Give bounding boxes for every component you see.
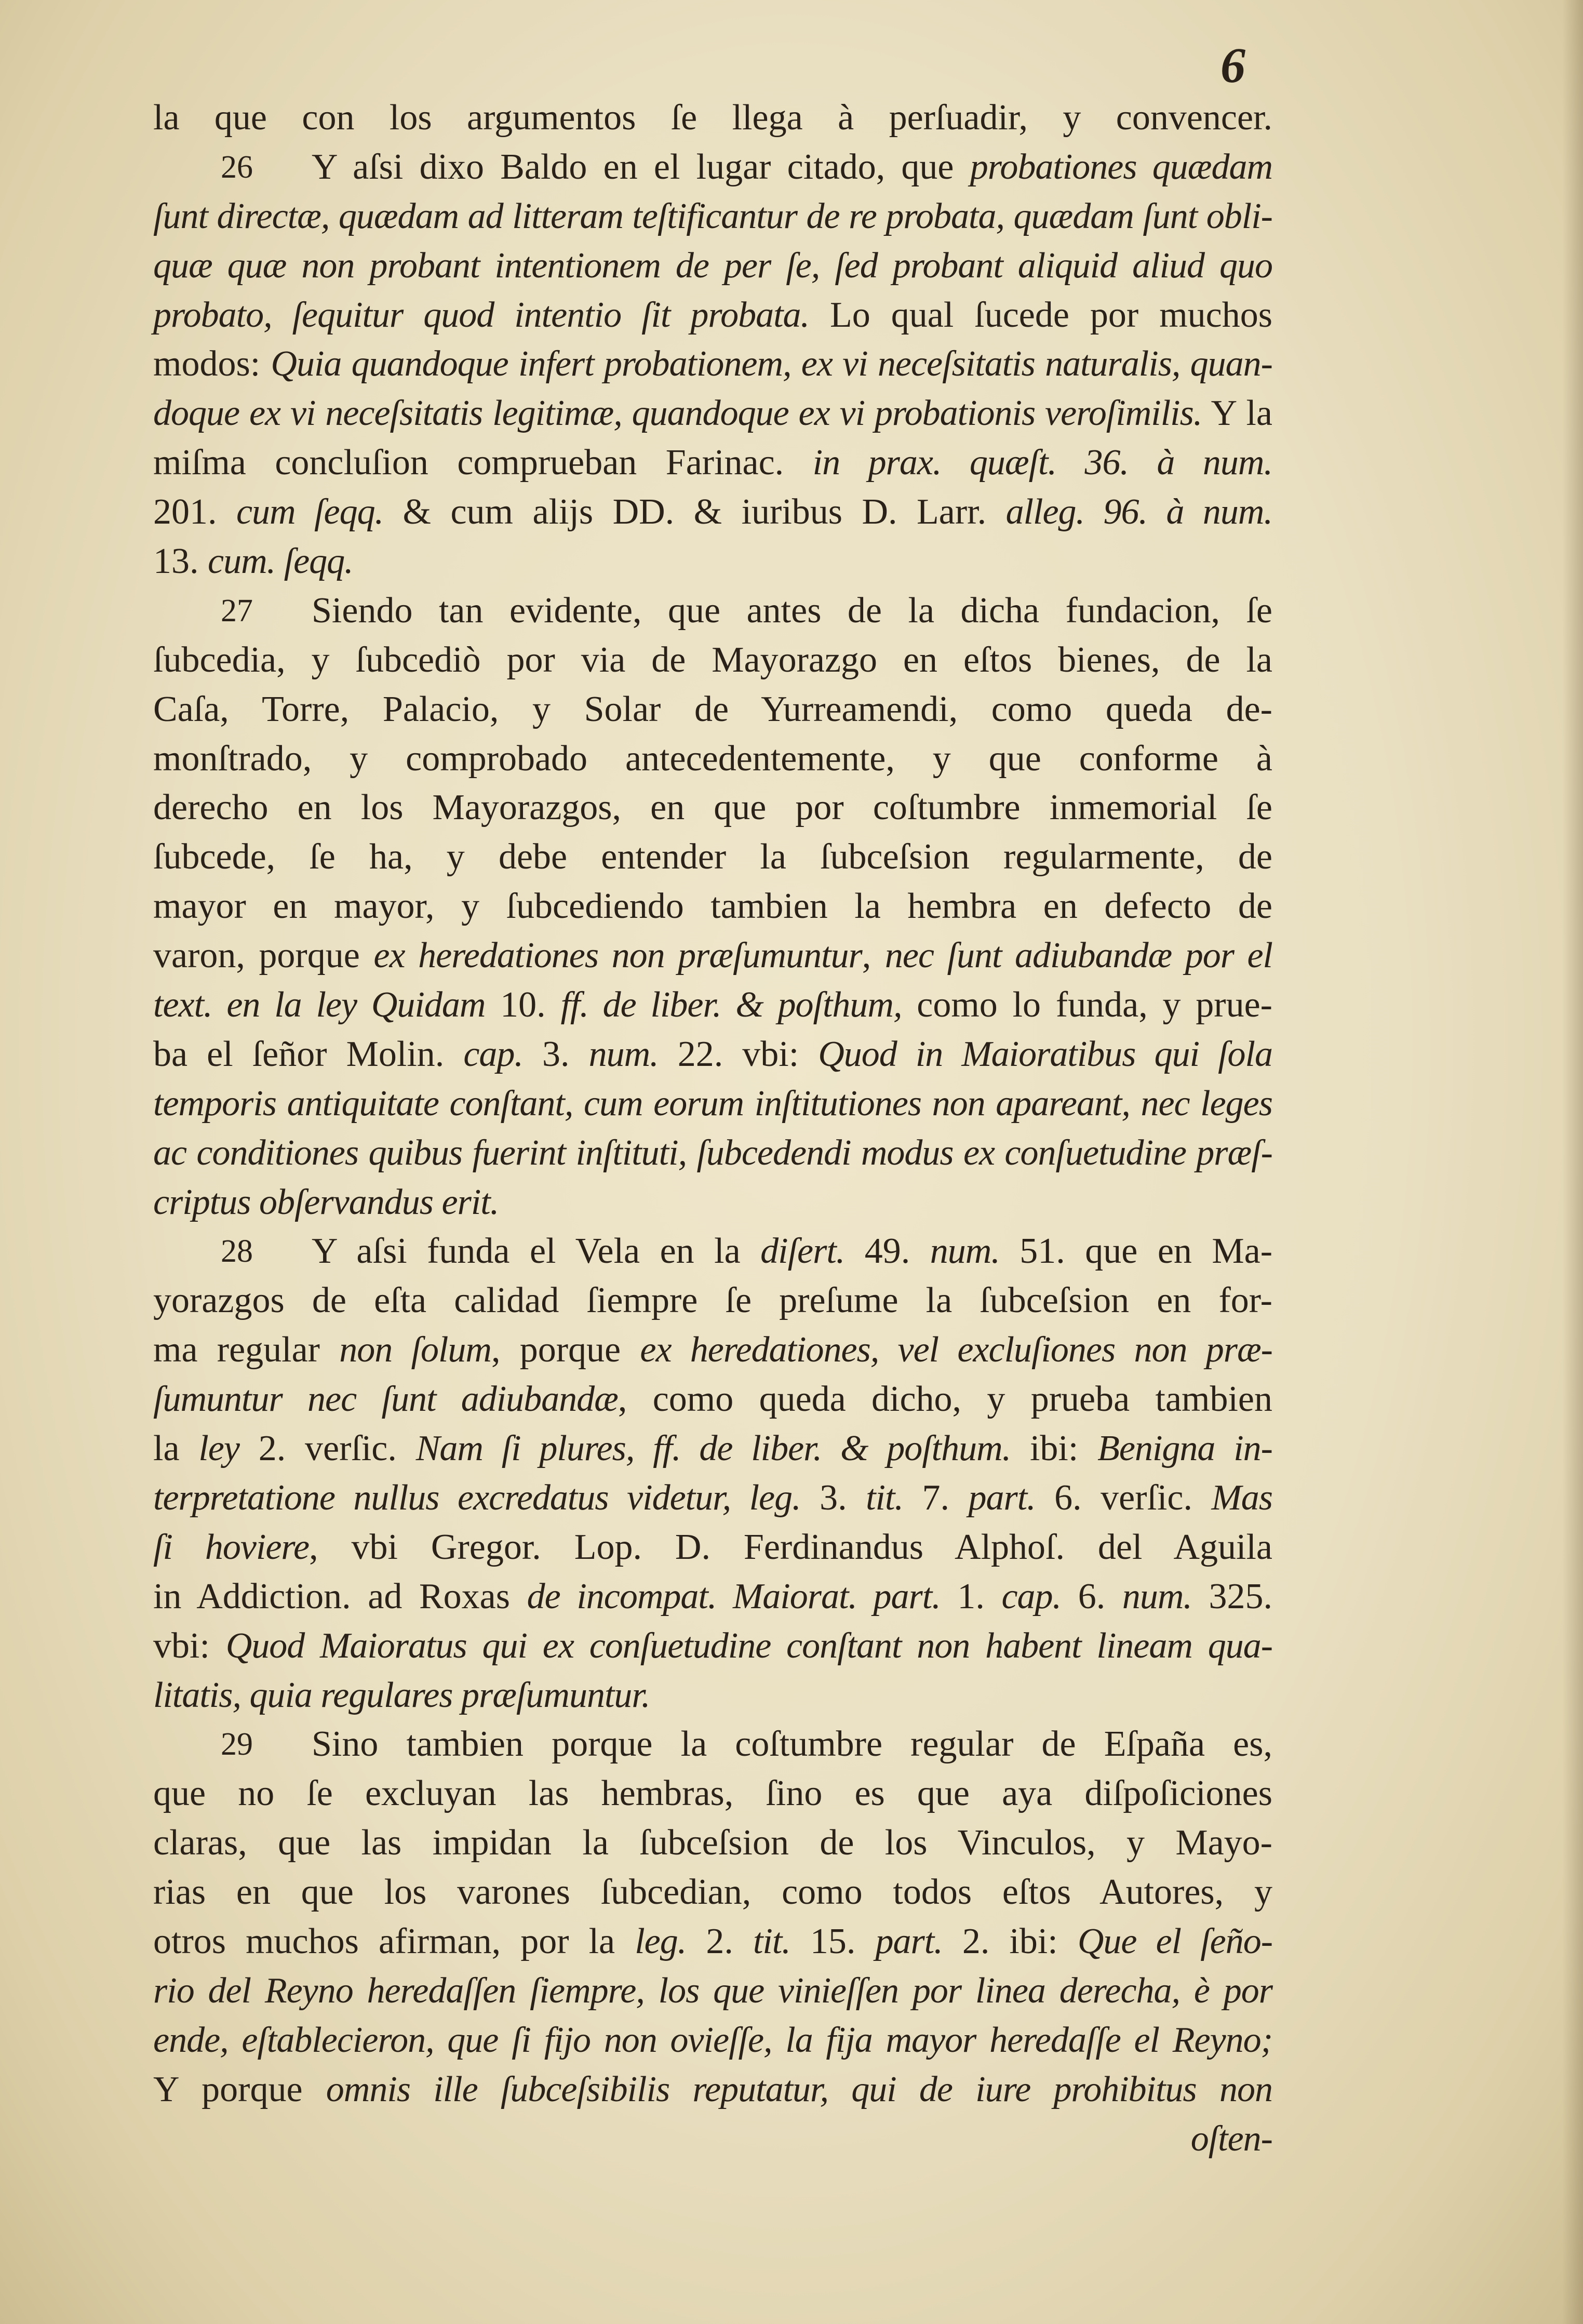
text-line <box>153 1129 1272 1178</box>
italic-text: Nam ſi plures, ff. de liber. & poſthum. <box>415 1428 1011 1469</box>
text-line <box>153 291 1272 340</box>
roman-text: Sino tambien porque la coſtumbre regular de Eſpaña es, <box>312 1724 1272 1765</box>
roman-text: otros muchos afirman, por la <box>153 1921 635 1961</box>
text-line <box>153 1769 1272 1819</box>
paragraph-start-line <box>153 1227 1272 1276</box>
roman-text: , como queda dicho, y prueba tambien <box>618 1379 1272 1420</box>
italic-text: cap. <box>1001 1576 1062 1617</box>
roman-text: 10. <box>485 985 561 1025</box>
italic-text: omnis ille ſubceſsibilis reputatur, qui de iure prohibitus non <box>326 2069 1272 2109</box>
italic-text: de incompat. Maiorat. part. <box>527 1576 941 1617</box>
text-line <box>153 685 1272 734</box>
roman-text: Y aſsi funda el Vela en la <box>312 1231 761 1272</box>
italic-text: num. <box>930 1231 1000 1272</box>
italic-text: probationes quædam <box>970 146 1273 187</box>
text-line <box>153 242 1272 291</box>
text-line <box>153 1474 1272 1523</box>
italic-text: litatis, quia regulares præſumuntur. <box>153 1675 650 1715</box>
roman-text: Y porque <box>153 2069 326 2109</box>
body-text <box>153 94 1272 2163</box>
roman-text: 325. <box>1191 1576 1272 1617</box>
italic-text: part. <box>968 1477 1036 1518</box>
italic-text: cap. <box>463 1034 523 1074</box>
roman-text: 6. <box>1061 1576 1122 1617</box>
roman-text: 13. <box>153 541 208 582</box>
roman-text: ma regular <box>153 1330 340 1370</box>
italic-text: num. <box>588 1034 659 1074</box>
roman-text: Caſa, Torre, Palacio, y Solar de Yurreamendi, como queda de- <box>153 689 1272 729</box>
italic-text: Quia quandoque infert probationem, ex vi neceſsitatis naturalis, quan- <box>271 344 1272 384</box>
roman-text: miſma concluſion comprueban Farinac. <box>153 443 813 483</box>
text-line <box>153 2115 1272 2164</box>
roman-text: 3. <box>800 1477 866 1518</box>
italic-text: rio del Reyno heredaſſen ſiempre, los que vinieſſen por linea derecha, è por <box>153 1970 1272 2011</box>
roman-text: modos: <box>153 344 271 384</box>
text-line <box>153 833 1272 882</box>
paragraph-number: 28 <box>221 1234 253 1270</box>
text-line <box>153 734 1272 784</box>
roman-text: mayor en mayor, y ſubcediendo tambien la hembra en defecto de <box>153 886 1272 927</box>
text-line <box>153 1967 1272 2016</box>
roman-text: 1. <box>940 1576 1002 1617</box>
text-line <box>153 94 1272 143</box>
text-line <box>153 882 1272 931</box>
roman-text: la <box>153 1428 199 1469</box>
roman-text: ſubcede, ſe ha, y debe entender la ſubceſsion regularmente, de <box>153 837 1272 877</box>
italic-text: ff. de liber. & poſthum, <box>560 985 902 1025</box>
roman-text: Lo qual ſucede por muchos <box>809 295 1272 335</box>
italic-text: Que el ſeño- <box>1077 1921 1273 1961</box>
italic-text: text. en la ley Quidam <box>153 985 486 1025</box>
italic-text: doque ex vi neceſsitatis legitimæ, quandoque ex vi probationis veroſimilis. <box>153 393 1202 434</box>
text-line <box>153 636 1272 685</box>
roman-text: 15. <box>790 1921 876 1961</box>
text-line <box>153 783 1272 833</box>
page-edge-shadow <box>1562 0 1583 2324</box>
roman-text: Y la <box>1202 393 1272 434</box>
italic-text: ſumuntur nec ſunt adiubandæ <box>153 1379 618 1420</box>
paragraph-number: 27 <box>221 593 253 629</box>
italic-text: ley <box>198 1428 239 1469</box>
text-line <box>153 931 1272 981</box>
roman-text: varon, porque <box>153 936 374 976</box>
italic-text: tit. <box>866 1477 903 1518</box>
italic-text: Quod in Maioratibus qui ſola <box>818 1034 1272 1074</box>
page-number: 6 <box>1220 37 1245 93</box>
roman-text: 2. ibi: <box>942 1921 1078 1961</box>
italic-text: Mas <box>1211 1477 1273 1518</box>
italic-text: tit. <box>753 1921 790 1961</box>
italic-text: ende, eſtablecieron, que ſi fijo non ovieſſe, la fija mayor heredaſſe el Reyno; <box>153 2020 1272 2060</box>
italic-text: alleg. 96. à num. <box>1005 492 1272 532</box>
paragraph-number: 26 <box>221 149 253 185</box>
italic-text: diſert. <box>760 1231 845 1272</box>
italic-text: temporis antiquitate conſtant, cum eorum inſtitutiones non apareant, nec leges <box>153 1083 1272 1124</box>
roman-text: ibi: <box>1011 1428 1098 1469</box>
roman-text: 22. vbi: <box>658 1034 819 1074</box>
text-line <box>153 1326 1272 1375</box>
text-line <box>153 2016 1272 2065</box>
roman-text: 51. que en Ma- <box>999 1231 1273 1272</box>
roman-text: 2. verſic. <box>239 1428 416 1469</box>
text-line <box>153 488 1272 537</box>
italic-text: nec ſunt adiubandæ por el <box>884 936 1273 976</box>
paragraph-number: 29 <box>221 1727 253 1762</box>
italic-text: Benigna in- <box>1097 1428 1272 1469</box>
italic-text: num. <box>1122 1576 1192 1617</box>
roman-text: claras, que las impidan la ſubceſsion de los Vinculos, y Mayo- <box>153 1823 1272 1863</box>
text-line <box>153 1424 1272 1474</box>
italic-text: ac conditiones quibus fuerint inſtituti, ſubcedendi modus ex conſuetudine præſ- <box>153 1132 1272 1173</box>
text-line <box>153 438 1272 488</box>
roman-text: ſubcedia, y ſubcediò por via de Mayorazgo en eſtos bienes, de la <box>153 639 1272 680</box>
paragraph-start-line <box>153 1720 1272 1769</box>
roman-text: 49. <box>844 1231 930 1272</box>
italic-text: cum ſeqq. <box>236 492 384 532</box>
roman-text: Y aſsi dixo Baldo en el lugar citado, que <box>312 146 970 187</box>
text-line <box>153 1375 1272 1424</box>
text-line <box>153 340 1272 389</box>
roman-text: , porque <box>491 1330 640 1370</box>
italic-text: terpretatione nullus excredatus videtur, leg. <box>153 1477 801 1518</box>
italic-text: non ſolum <box>339 1330 491 1370</box>
roman-text: Siendo tan evidente, que antes de la dicha fundacion, ſe <box>312 590 1272 631</box>
roman-text: , <box>862 936 885 976</box>
roman-text: rias en que los varones ſubcedian, como todos eſtos Autores, y <box>153 1872 1272 1913</box>
italic-text: ex heredationes non præſumuntur <box>373 936 862 976</box>
text-line <box>153 1030 1272 1079</box>
text-line <box>153 981 1272 1030</box>
italic-text: ſunt directæ, quædam ad litteram teſtificantur de re probata, quædam ſunt obli- <box>153 196 1272 236</box>
text-line <box>153 192 1272 242</box>
roman-text: monſtrado, y comprobado antecedentemente, y que conforme à <box>153 738 1272 779</box>
roman-text: 3. <box>522 1034 589 1074</box>
roman-text: 7. <box>903 1477 969 1518</box>
roman-text: , vbi Gregor. Lop. D. Ferdinandus Alphoſ. del Aguila <box>309 1527 1272 1567</box>
text-line <box>153 1079 1272 1129</box>
paragraph-start-line <box>153 586 1272 636</box>
roman-text: la que con los argumentos ſe llega à perſuadir, y convencer. <box>153 98 1272 138</box>
roman-text: 201. <box>153 492 236 532</box>
roman-text: que no ſe excluyan las hembras, ſino es que aya diſpoſiciones <box>153 1773 1272 1814</box>
roman-text: yorazgos de eſta calidad ſiempre ſe preſume la ſubceſsion en for- <box>153 1280 1272 1321</box>
italic-text: oſten- <box>1190 2118 1272 2159</box>
italic-text: quæ quæ non probant intentionem de per ſe, ſed probant aliquid aliud quo <box>153 245 1272 286</box>
text-line <box>153 1572 1272 1622</box>
paragraph-start-line <box>153 143 1272 192</box>
italic-text: Quod Maioratus qui ex conſuetudine conſtant non habent lineam qua- <box>225 1625 1273 1666</box>
text-line <box>153 1917 1272 1967</box>
text-line <box>153 1868 1272 1917</box>
text-line <box>153 1819 1272 1868</box>
text-line <box>153 1276 1272 1326</box>
italic-text: cum. ſeqq. <box>208 541 353 582</box>
text-line <box>153 2065 1272 2115</box>
italic-text: leg. <box>635 1921 687 1961</box>
text-line <box>153 389 1272 438</box>
text-line <box>153 1178 1272 1227</box>
text-line <box>153 1622 1272 1671</box>
italic-text: ex heredationes, vel excluſiones non præ- <box>640 1330 1272 1370</box>
italic-text: probato, ſequitur quod intentio ſit probata. <box>153 295 810 335</box>
italic-text: ſi hoviere <box>153 1527 310 1567</box>
roman-text: vbi: <box>153 1625 226 1666</box>
italic-text: criptus obſervandus erit. <box>153 1182 499 1222</box>
roman-text: 2. <box>686 1921 753 1961</box>
roman-text: ba el ſeñor Molin. <box>153 1034 464 1074</box>
italic-text: part. <box>875 1921 943 1961</box>
roman-text: derecho en los Mayorazgos, en que por coſtumbre inmemorial ſe <box>153 787 1272 828</box>
roman-text: como lo funda, y prue- <box>902 985 1272 1025</box>
text-line <box>153 537 1272 586</box>
roman-text: in Addiction. ad Roxas <box>153 1576 527 1617</box>
roman-text: 6. verſic. <box>1035 1477 1212 1518</box>
text-line <box>153 1671 1272 1720</box>
roman-text: & cum alijs DD. & iuribus D. Larr. <box>383 492 1006 532</box>
text-line <box>153 1523 1272 1572</box>
italic-text: in prax. quæſt. 36. à num. <box>812 443 1272 483</box>
